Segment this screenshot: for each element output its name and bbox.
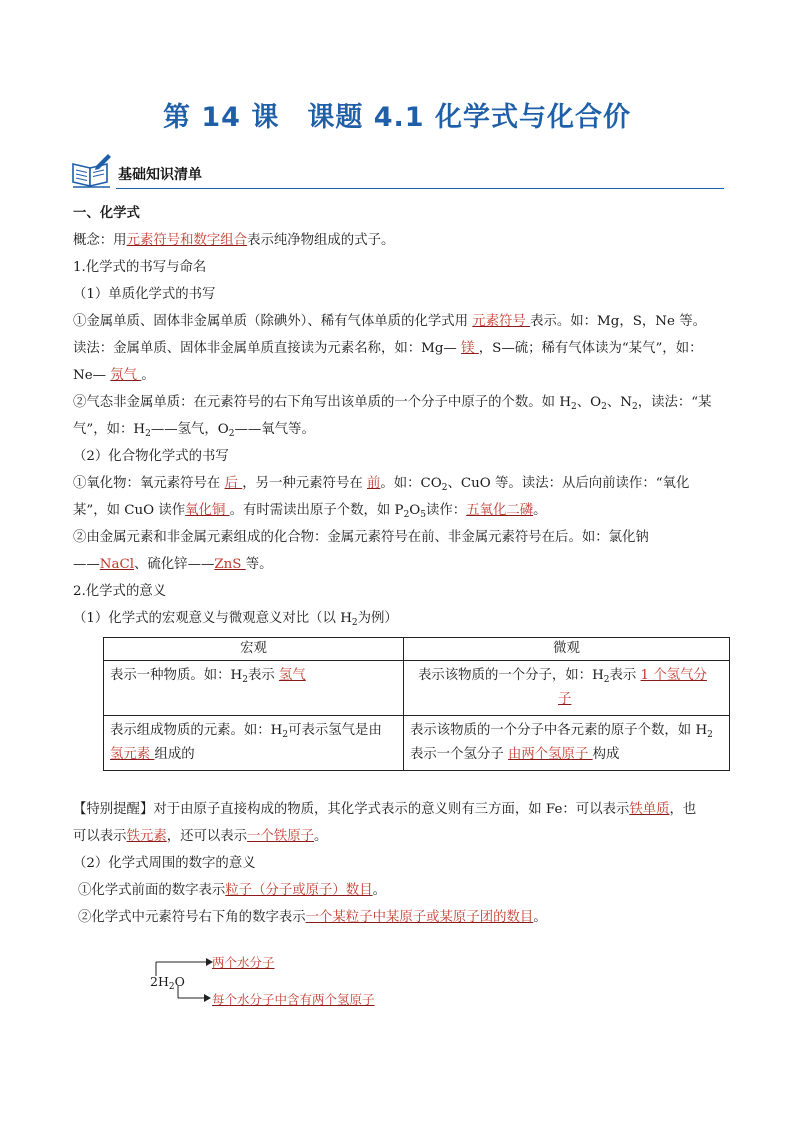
paragraph-salt-examples: ——NaCl、硫化锌——ZnS 等。 xyxy=(73,557,273,572)
answer-blank: 铁元素 xyxy=(126,829,167,844)
heading-number-meaning: （2）化学式周围的数字的意义 xyxy=(73,856,256,871)
answer-blank: 一个某粒子中某原子或某原子团的数目 xyxy=(305,910,534,925)
tip-paragraph-line-1: 【特别提醒】对于由原子直接构成的物质，其化学式表示的意义则有三方面，如 Fe：可以表示铁单质，也 xyxy=(73,802,697,817)
open-book-pencil-icon xyxy=(70,152,114,188)
paragraph-neon: Ne— 氖气 。 xyxy=(73,368,155,383)
heading-chemical-formula: 一、化学式 xyxy=(73,206,140,221)
table-cell: 表示该物质的一个分子，如：$H_2$表示 1 个氢气分 子 xyxy=(404,661,730,716)
paragraph-gas-reading: 气”，如：$H_2——$氢气，$O_2——$氧气等。 xyxy=(73,422,315,439)
section-header xyxy=(70,152,724,192)
table-cell: 表示一种物质。如：$H_2$表示 氢气 xyxy=(104,661,404,716)
column-header-macro: 宏观 xyxy=(104,638,404,661)
answer-blank: 元素符号和数字组合 xyxy=(126,233,248,248)
answer-blank: 氖气 xyxy=(110,368,142,383)
answer-blank: 五氧化二磷 xyxy=(466,503,534,518)
section-divider xyxy=(116,188,724,189)
tip-paragraph-line-2: 可以表示铁元素，还可以表示一个铁原子。 xyxy=(73,829,328,844)
paragraph-gaseous-nonmetal: ②气态非金属单质：在元素符号的右下角写出该单质的一个分子中原子的个数。如 $H_2$、$O_2$、$N_2$，读法：“某 xyxy=(73,395,712,412)
meaning-comparison-table xyxy=(103,637,730,771)
table-cell: 表示组成物质的元素。如：$H_2$可表示氢气是由 氢元素 组成的 xyxy=(104,716,404,771)
heading-macro-micro: （1）化学式的宏观意义与微观意义对比（以 $H_2$为例） xyxy=(73,611,398,628)
section-title: 基础知识清单 xyxy=(118,167,202,183)
answer-blank: 一个铁原子 xyxy=(247,829,315,844)
paragraph-reading-rules: 读法：金属单质、固体非金属单质直接读为元素名称，如：Mg— 镁 ，S—硫；稀有气体读为“某气”，如： xyxy=(73,341,703,356)
page-title: 第 14 课 课题 4.1 化学式与化合价 xyxy=(162,102,631,133)
paragraph-oxides: ①氧化物：氧元素符号在 后 ，另一种元素符号在 前。如：$CO_2$、CuO 等。读法：从后向前读作：“氧化 xyxy=(73,476,690,493)
answer-blank: NaCl xyxy=(99,557,135,572)
label-two-hydrogen-atoms: 每个水分子中含有两个氢原子 xyxy=(212,992,375,1007)
column-header-micro: 微观 xyxy=(404,638,730,661)
answer-blank: 由两个氢原子 xyxy=(508,747,593,762)
table-header-row xyxy=(104,638,730,661)
answer-blank: 铁单质 xyxy=(629,802,670,817)
answer-blank: 粒子（分子或原子）数目 xyxy=(225,883,373,898)
paragraph-metal-nonmetal: ②由金属元素和非金属元素组成的化合物：金属元素符号在前、非金属元素符号在后。如：氯化钠 xyxy=(73,530,649,545)
heading-formula-meaning: 2.化学式的意义 xyxy=(73,584,167,599)
table-row xyxy=(104,661,730,716)
heading-compound-formula: （2）化合物化学式的书写 xyxy=(73,449,229,464)
concept-line: 概念：用元素符号和数字组合表示纯净物组成的式子。 xyxy=(73,233,395,248)
label-two-water-molecules: 两个水分子 xyxy=(212,955,275,970)
number-meaning-2: ②化学式中元素符号右下角的数字表示一个某粒子中某原子或某原子团的数目。 xyxy=(78,910,547,925)
answer-blank: 1 个氢气分 xyxy=(640,668,707,683)
answer-blank: 后 xyxy=(224,476,243,491)
table-cell: 表示该物质的一个分子中各元素的原子个数，如 $H_2$ 表示一个氢分子 由两个氢原子 构成 xyxy=(404,716,730,771)
answer-blank: 前 xyxy=(367,476,381,491)
number-meaning-1: ①化学式前面的数字表示粒子（分子或原子）数目。 xyxy=(78,883,386,898)
paragraph-metal-elements: ①金属单质、固体非金属单质（除碘外）、稀有气体单质的化学式用 元素符号 表示。如：Mg，S，Ne 等。 xyxy=(73,314,706,329)
paragraph-oxide-reading: 某”，如 CuO 读作氧化铜 。有时需读出原子个数，如 $P_2O_5$读作：五氧化二磷。 xyxy=(73,503,547,520)
answer-blank: 氧化铜 xyxy=(185,503,230,518)
answer-blank: 氢气 xyxy=(278,668,306,683)
table-row xyxy=(104,716,730,771)
formula-2h2o: $2H_2O$ xyxy=(150,974,185,992)
answer-blank: 氢元素 xyxy=(110,747,155,762)
answer-blank: 镁 xyxy=(461,341,479,356)
heading-writing-naming: 1.化学式的书写与命名 xyxy=(73,260,207,275)
answer-blank: ZnS xyxy=(214,557,246,572)
answer-blank: 子 xyxy=(558,692,572,707)
heading-elemental-formula: （1）单质化学式的书写 xyxy=(73,287,216,302)
formula-number-diagram xyxy=(150,948,450,1018)
answer-blank: 元素符号 xyxy=(472,314,531,329)
